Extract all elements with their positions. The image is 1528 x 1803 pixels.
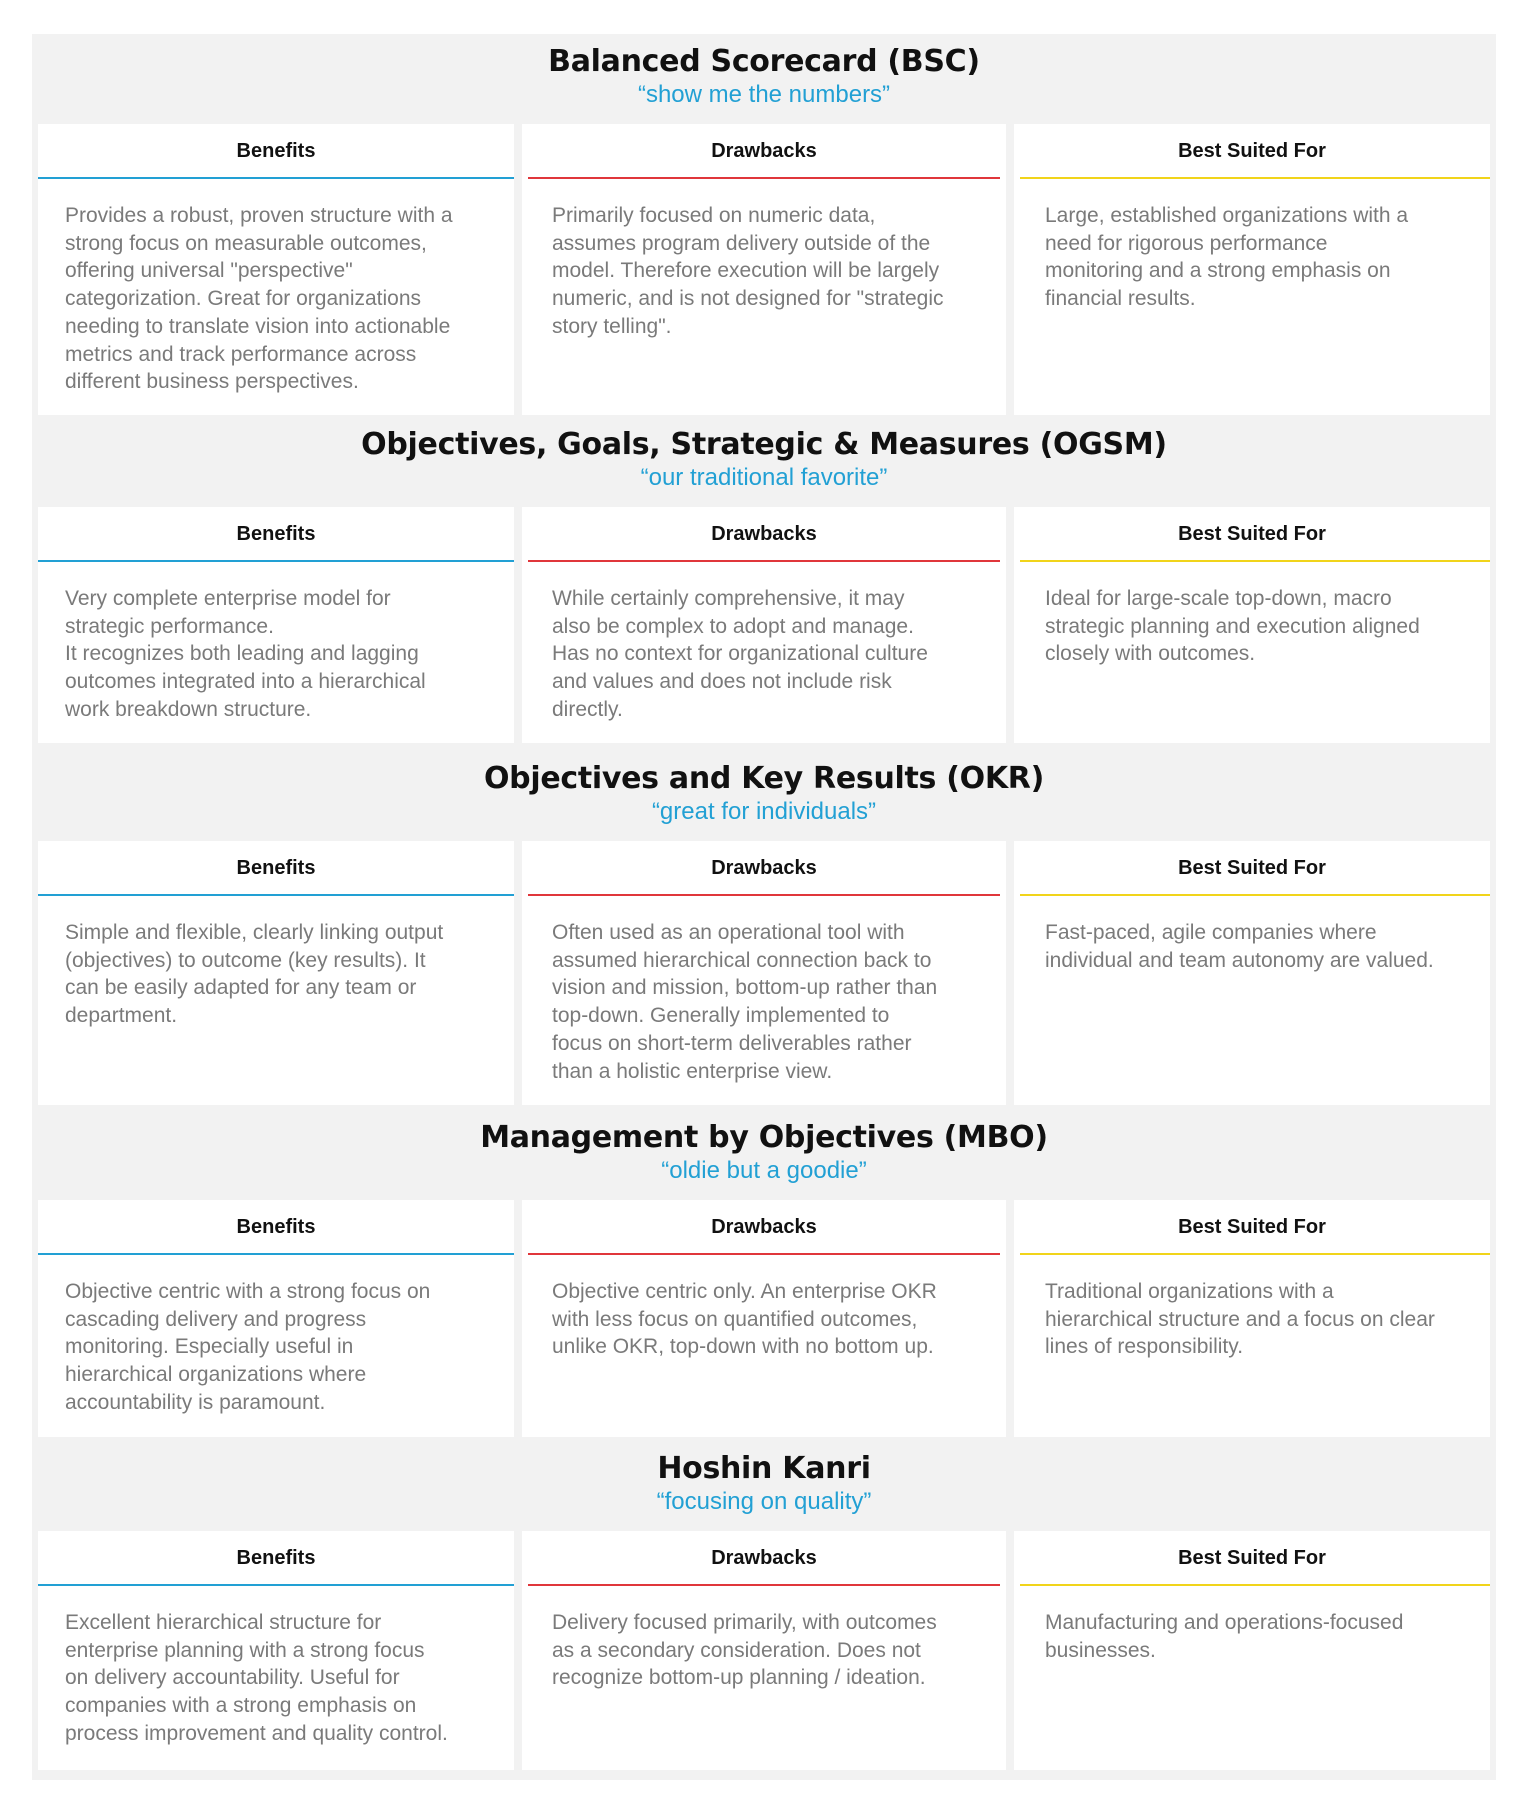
benefits-divider xyxy=(38,177,514,179)
best-suited-text: Manufacturing and operations-focused businesses. xyxy=(1045,1611,1404,1662)
section-title: Hoshin Kanri xyxy=(657,1451,871,1486)
benefits-card xyxy=(38,507,514,743)
framework-section-bsc xyxy=(32,34,1496,415)
drawbacks-divider xyxy=(528,1584,1000,1586)
benefits-text: Provides a robust, proven structure with a strong focus on measurable outcomes, offering universal "perspective" categorization. Great for organizations needing to translate vision into actionable metrics and track performance across different business perspectives. xyxy=(65,204,453,394)
best-suited-divider xyxy=(1020,1253,1490,1255)
benefits-divider xyxy=(38,1584,514,1586)
benefits-card xyxy=(38,124,514,415)
best-suited-heading: Best Suited For xyxy=(1178,140,1326,162)
best-suited-card xyxy=(1014,841,1490,1105)
benefits-divider xyxy=(38,894,514,896)
drawbacks-text: Often used as an operational tool with assumed hierarchical connection back to vision and mission, bottom-up rather than top-down. Generally implemented to focus on short-term deliverables rather than a holistic enterprise view. xyxy=(552,921,938,1083)
best-suited-heading: Best Suited For xyxy=(1178,523,1326,545)
section-title: Balanced Scorecard (BSC) xyxy=(548,44,980,79)
benefits-card xyxy=(38,1200,514,1437)
drawbacks-card xyxy=(522,841,1006,1105)
best-suited-text: Ideal for large-scale top-down, macro strategic planning and execution aligned closely with outcomes. xyxy=(1045,587,1420,666)
benefits-heading: Benefits xyxy=(236,523,316,545)
benefits-heading: Benefits xyxy=(236,1216,316,1238)
benefits-heading: Benefits xyxy=(236,1547,316,1569)
benefits-heading: Benefits xyxy=(236,857,316,879)
benefits-card xyxy=(38,1531,514,1770)
best-suited-divider xyxy=(1020,894,1490,896)
best-suited-card xyxy=(1014,1531,1490,1770)
section-title: Objectives, Goals, Strategic & Measures (OGSM) xyxy=(361,427,1167,462)
section-title: Objectives and Key Results (OKR) xyxy=(483,761,1045,796)
best-suited-divider xyxy=(1020,1584,1490,1586)
best-suited-divider xyxy=(1020,177,1490,179)
section-tagline: “show me the numbers” xyxy=(637,81,891,108)
section-tagline: “our traditional favorite” xyxy=(640,464,888,491)
drawbacks-card xyxy=(522,124,1006,415)
benefits-divider xyxy=(38,1253,514,1255)
benefits-text: Very complete enterprise model for strategic performance. It recognizes both leading and lagging outcomes integrated into a hierarchical work breakdown structure. xyxy=(65,587,426,721)
benefits-text: Excellent hierarchical structure for enterprise planning with a strong focus on delivery accountability. Useful for companies with a strong emphasis on process improvement and quality control. xyxy=(65,1611,448,1745)
drawbacks-heading: Drawbacks xyxy=(711,140,817,162)
comparison-board xyxy=(32,34,1496,1780)
framework-section-mbo xyxy=(32,1110,1496,1441)
best-suited-divider xyxy=(1020,560,1490,562)
benefits-text: Simple and flexible, clearly linking output (objectives) to outcome (key results). It can be easily adapted for any team or department. xyxy=(65,921,444,1028)
best-suited-card xyxy=(1014,1200,1490,1437)
drawbacks-heading: Drawbacks xyxy=(711,523,817,545)
benefits-text: Objective centric with a strong focus on cascading delivery and progress monitoring. Especially useful in hierarchical organizations where accountability is paramount. xyxy=(65,1280,431,1414)
section-tagline: “focusing on quality” xyxy=(656,1488,872,1515)
section-tagline: “oldie but a goodie” xyxy=(661,1157,867,1184)
benefits-card xyxy=(38,841,514,1105)
framework-section-hoshin-kanri xyxy=(32,1441,1496,1780)
framework-section-okr xyxy=(32,751,1496,1111)
section-title: Management by Objectives (MBO) xyxy=(480,1120,1048,1155)
section-tagline: “great for individuals” xyxy=(651,798,877,825)
best-suited-heading: Best Suited For xyxy=(1178,1547,1326,1569)
drawbacks-card xyxy=(522,507,1006,743)
framework-section-ogsm xyxy=(32,417,1496,747)
drawbacks-heading: Drawbacks xyxy=(711,1216,817,1238)
best-suited-card xyxy=(1014,124,1490,415)
best-suited-heading: Best Suited For xyxy=(1178,1216,1326,1238)
drawbacks-text: While certainly comprehensive, it may also be complex to adopt and manage. Has no context for organizational culture and values and does not include risk directly. xyxy=(552,587,928,721)
drawbacks-divider xyxy=(528,177,1000,179)
drawbacks-divider xyxy=(528,1253,1000,1255)
best-suited-text: Traditional organizations with a hierarchical structure and a focus on clear lines of responsibility. xyxy=(1045,1280,1435,1359)
drawbacks-card xyxy=(522,1200,1006,1437)
drawbacks-text: Primarily focused on numeric data, assumes program delivery outside of the model. Therefore execution will be largely numeric, and is not designed for "strategic story telling". xyxy=(552,204,944,338)
benefits-divider xyxy=(38,560,514,562)
drawbacks-heading: Drawbacks xyxy=(711,857,817,879)
drawbacks-divider xyxy=(528,560,1000,562)
drawbacks-text: Delivery focused primarily, with outcomes as a secondary consideration. Does not recognize bottom-up planning / ideation. xyxy=(552,1611,937,1690)
drawbacks-divider xyxy=(528,894,1000,896)
drawbacks-heading: Drawbacks xyxy=(711,1547,817,1569)
best-suited-heading: Best Suited For xyxy=(1178,857,1326,879)
best-suited-card xyxy=(1014,507,1490,743)
drawbacks-card xyxy=(522,1531,1006,1770)
best-suited-text: Fast-paced, agile companies where individual and team autonomy are valued. xyxy=(1045,921,1434,972)
best-suited-text: Large, established organizations with a need for rigorous performance monitoring and a strong emphasis on financial results. xyxy=(1045,204,1409,311)
benefits-heading: Benefits xyxy=(236,140,316,162)
drawbacks-text: Objective centric only. An enterprise OKR with less focus on quantified outcomes, unlike OKR, top-down with no bottom up. xyxy=(552,1280,937,1359)
